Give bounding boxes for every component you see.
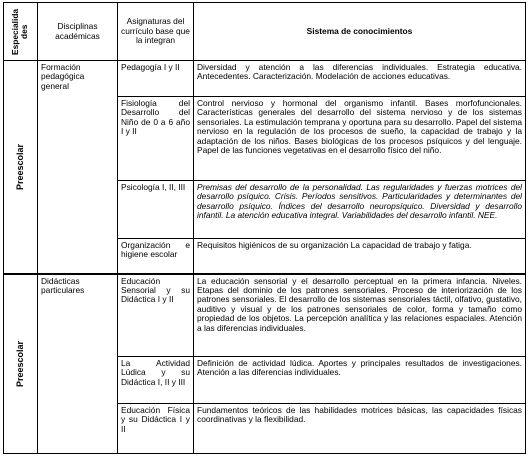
discipline-cell: Didácticas particulares [38,274,118,454]
header-disciplines: Disciplinas académicas [38,3,118,61]
specialty-cell [4,274,38,454]
specialty-label: Preescolar [15,143,26,190]
knowledge-cell: La educación sensorial y el desarrollo perceptual en la primera infancia. Niveles. Etapas del dominio de los patrones sensoriales. Proceso de interiorización de los patrones sensoriales. El desarrollo de los sistemas sensoriales táctil, olfativo, gustativo, auditivo y visual y de los patrones sensoriales de color, forma y tamaño como propiedad de los objetos. La percepción analítica y las relaciones espaciales. Atención a las diferencias individuales. [194,274,526,357]
knowledge-cell: Requisitos higiénicos de su organización La capacidad de trabajo y fatiga. [194,239,526,274]
specialty-label: Preescolar [15,340,26,387]
header-subjects: Asignaturas del currículo base que la integran [118,3,194,61]
header-specialty-label: Especialidades [9,8,29,55]
header-knowledge-system: Sistema de conocimientos [194,3,526,61]
subject-cell: Pedagogía I y II [118,61,194,97]
subject-cell: Educación Física y su Didáctica I y II [118,404,194,454]
subject-cell: La Actividad Lúdica y su Didáctica I, II y III [118,357,194,404]
knowledge-system-table [3,2,526,454]
knowledge-cell: Premisas del desarrollo de la personalidad. Las regularidades y fuerzas motrices del desarrollo psíquico. Crisis. Períodos sensitivos. Particularidades y determinantes del desarrollo psíquico. Índices del desarrollo neuropsíquico. Diversidad y desarrollo infantil. La atención educativa integral. Variabilidades del desarrollo infantil. NEE. [194,181,526,239]
header-specialty [4,3,38,61]
subject-cell: Psicología I, II, III [118,181,194,239]
subject-cell: Educación Sensorial y su Didáctica I y II [118,274,194,357]
subject-cell: Fisiología del Desarrollo del Niño de 0 a 6 año I y II [118,97,194,181]
knowledge-cell: Diversidad y atención a las diferencias individuales. Estrategia educativa. Antecedentes. Caracterización. Modelación de acciones educativas. [194,61,526,97]
discipline-cell: Formación pedagógica general [38,61,118,274]
subject-cell: Organización e higiene escolar [118,239,194,274]
knowledge-cell: Fundamentos teóricos de las habilidades motrices básicas, las capacidades físicas coordinativas y la flexibilidad. [194,404,526,454]
knowledge-cell: Definición de actividad lúdica. Aportes y principales resultados de investigaciones. Atención a las diferencias individuales. [194,357,526,404]
knowledge-cell: Control nervioso y hormonal del organismo infantil. Bases morfofuncionales. Características generales del desarrollo del sistema nervioso y de los sistemas sensoriales. La estimulación temprana y oportuna para su desarrollo. Papel del sistema nervioso en la regulación de los procesos de sueño, la capacidad de trabajo y la adaptación de los niños. Bases biológicas de los procesos psíquicos y del lenguaje. Papel de las funciones vegetativas en el desarrollo físico del niño. [194,97,526,181]
specialty-cell [4,61,38,274]
